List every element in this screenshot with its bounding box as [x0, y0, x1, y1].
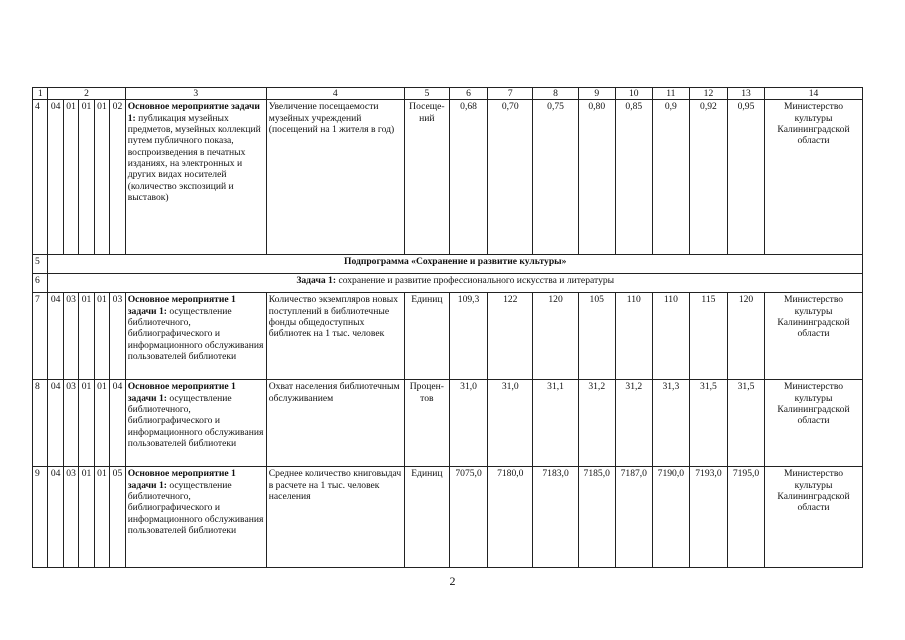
- unit-cell: Процен-тов: [404, 380, 449, 467]
- header-row: [33, 88, 863, 100]
- row-number: 8: [33, 380, 48, 467]
- responsible-cell: Министерство культуры Калининградской области: [765, 100, 863, 255]
- responsible-cell: Министерство культуры Калининградской области: [765, 380, 863, 467]
- action-cell: [125, 100, 266, 255]
- value-cell: 31,3: [652, 380, 689, 467]
- responsible-cell: Министерство культуры Калининградской области: [765, 467, 863, 568]
- code-cell: 04: [48, 380, 63, 467]
- table-row: [33, 380, 863, 467]
- subprogram-title: [48, 255, 863, 274]
- code-cell: 04: [48, 293, 63, 380]
- value-cell: 7190,0: [652, 467, 689, 568]
- indicator-cell: Количество экземпляров новых поступлений в библиотечные фонды общедоступных библиотек на 1 тыс. человек: [266, 293, 404, 380]
- value-cell: 0,80: [578, 100, 615, 255]
- header-cell: 6: [450, 88, 488, 100]
- table-row: [33, 100, 863, 255]
- task-label: Задача 1:: [296, 275, 337, 287]
- value-cell: 31,1: [533, 380, 578, 467]
- value-cell: 7185,0: [578, 467, 615, 568]
- header-cell: 9: [578, 88, 615, 100]
- header-cell: 4: [266, 88, 404, 100]
- header-cell: 8: [533, 88, 578, 100]
- indicator-cell: Охват населения библиотечным обслуживанием: [266, 380, 404, 467]
- value-cell: 120: [727, 293, 764, 380]
- action-cell: [125, 467, 266, 568]
- header-cell: 2: [48, 88, 125, 100]
- code-cell: 03: [63, 467, 78, 568]
- value-cell: 7180,0: [488, 467, 533, 568]
- value-cell: 7075,0: [450, 467, 488, 568]
- row-number: 7: [33, 293, 48, 380]
- code-cell: 04: [110, 380, 126, 467]
- value-cell: 105: [578, 293, 615, 380]
- header-cell: 13: [727, 88, 764, 100]
- action-cell: [125, 293, 266, 380]
- code-cell: 01: [94, 467, 109, 568]
- code-cell: 02: [110, 100, 126, 255]
- code-cell: 04: [48, 467, 63, 568]
- value-cell: 122: [488, 293, 533, 380]
- code-cell: 01: [79, 467, 94, 568]
- unit-cell: Единиц: [404, 467, 449, 568]
- row-number: 6: [33, 274, 48, 293]
- action-description: осуществление библиотечного, библиографического и информационного обслуживания пользователей библиотеки: [127, 392, 264, 449]
- value-cell: 0,75: [533, 100, 578, 255]
- action-cell: [125, 380, 266, 467]
- header-cell: 1: [33, 88, 48, 100]
- page-number: 2: [449, 574, 456, 588]
- code-cell: 01: [79, 293, 94, 380]
- action-description: публикация музейных предметов, музейных коллекций путем публичного показа, воспроизведения в печатных изданиях, на электронных и других видах носителей (количество экспозиций и выставок): [127, 112, 261, 203]
- code-cell: 01: [94, 380, 109, 467]
- responsible-cell: Министерство культуры Калининградской области: [765, 293, 863, 380]
- header-cell: 5: [404, 88, 449, 100]
- code-cell: 03: [63, 380, 78, 467]
- row-number: 4: [33, 100, 48, 255]
- header-cell: 14: [765, 88, 863, 100]
- value-cell: 0,92: [689, 100, 727, 255]
- header-cell: 7: [488, 88, 533, 100]
- value-cell: 31,2: [615, 380, 652, 467]
- code-cell: 01: [94, 100, 109, 255]
- value-cell: 0,9: [652, 100, 689, 255]
- value-cell: 0,70: [488, 100, 533, 255]
- code-cell: 01: [94, 293, 109, 380]
- header-cell: 10: [615, 88, 652, 100]
- subprogram-row: [33, 255, 863, 274]
- header-cell: 12: [689, 88, 727, 100]
- table-row: [33, 467, 863, 568]
- action-title: Основное мероприятие 1 задачи 1:: [127, 381, 236, 404]
- value-cell: 7183,0: [533, 467, 578, 568]
- value-cell: 110: [652, 293, 689, 380]
- task-text: сохранение и развитие профессионального искусства и литературы: [336, 275, 615, 287]
- value-cell: 31,5: [727, 380, 764, 467]
- row-number: 9: [33, 467, 48, 568]
- value-cell: 7187,0: [615, 467, 652, 568]
- code-cell: 05: [110, 467, 126, 568]
- row-number: 5: [33, 255, 48, 274]
- value-cell: 31,2: [578, 380, 615, 467]
- action-title: Основное мероприятие задачи 1:: [127, 101, 260, 124]
- task-title: [48, 274, 863, 293]
- code-cell: 01: [79, 380, 94, 467]
- value-cell: 31,0: [450, 380, 488, 467]
- unit-cell: Единиц: [404, 293, 449, 380]
- subprogram-title-text: Подпрограмма «Сохранение и развитие культуры»: [343, 256, 567, 268]
- header-cell: 3: [125, 88, 266, 100]
- header-cell: 11: [652, 88, 689, 100]
- code-cell: 01: [63, 100, 78, 255]
- unit-cell: Посеще-ний: [404, 100, 449, 255]
- action-description: осуществление библиотечного, библиографического и информационного обслуживания пользователей библиотеки: [127, 305, 264, 362]
- action-title: Основное мероприятие 1 задачи 1:: [127, 294, 236, 317]
- indicator-cell: Увеличение посещаемости музейных учреждений (посещений на 1 жителя в год): [266, 100, 404, 255]
- table-row: [33, 293, 863, 380]
- value-cell: 0,95: [727, 100, 764, 255]
- value-cell: 31,0: [488, 380, 533, 467]
- code-cell: 03: [63, 293, 78, 380]
- action-title: Основное мероприятие 1 задачи 1:: [127, 468, 236, 491]
- code-cell: 04: [48, 100, 63, 255]
- value-cell: 7195,0: [727, 467, 764, 568]
- action-description: осуществление библиотечного, библиографического и информационного обслуживания пользователей библиотеки: [127, 479, 264, 536]
- value-cell: 120: [533, 293, 578, 380]
- indicators-table: [32, 87, 863, 568]
- indicator-cell: Среднее количество книговыдач в расчете на 1 тыс. человек населения: [266, 467, 404, 568]
- value-cell: 7193,0: [689, 467, 727, 568]
- value-cell: 0,68: [450, 100, 488, 255]
- code-cell: 03: [110, 293, 126, 380]
- value-cell: 31,5: [689, 380, 727, 467]
- value-cell: 110: [615, 293, 652, 380]
- value-cell: 115: [689, 293, 727, 380]
- value-cell: 109,3: [450, 293, 488, 380]
- value-cell: 0,85: [615, 100, 652, 255]
- code-cell: 01: [79, 100, 94, 255]
- task-row: [33, 274, 863, 293]
